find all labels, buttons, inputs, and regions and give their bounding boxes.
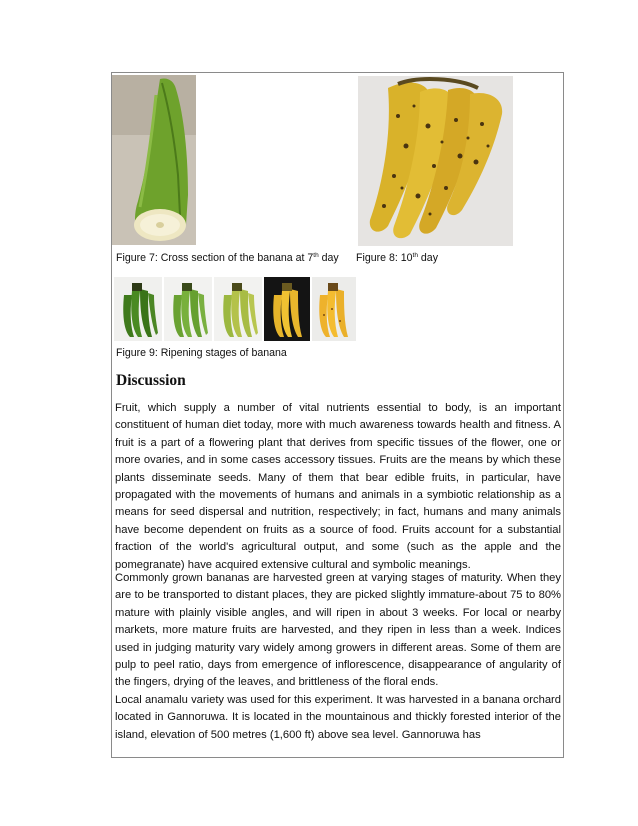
- ripening-stage-4: [264, 277, 310, 341]
- figure-8-caption: [356, 249, 438, 265]
- ripening-stage-2: [164, 277, 212, 341]
- figure-9-image: [112, 275, 358, 343]
- paragraph-3: Local anamalu variety was used for this experiment. It was harvested in a banana orchard located in Gannoruwa. It is located in the mountainous and thickly forested interior of the island, elevation of 500 metres (1,600 ft) above sea level. Gannoruwa has: [115, 694, 561, 741]
- figure-7-image: [112, 75, 196, 245]
- section-heading-discussion: Discussion: [116, 372, 186, 389]
- figure-7-caption-sup: th: [313, 252, 319, 259]
- paragraph-1: Fruit, which supply a number of vital nutrients essential to body, is an important constituent of human diet today, more with much awareness towards health and fitness. A fruit is a part of a flowering plant that derives from specific tissues of the flower, one or more ovaries, and in some cases accessory tissues. Fruits are the means by which these plants disseminate seeds. Many of them that bear edible fruits, in particular, have propagated with the movements of humans and animals in a symbiotic relationship as a means for seed dispersal and nutrition, respectively; in fact, humans and many animals have become dependent on fruits as a source of food. Fruits account for a substantial fraction of the world's agricultural output, and some (such as the apple and the pomegranate) have acquired extensive cultural and symbolic meanings.: [115, 402, 561, 571]
- figure-8-caption-end: day: [417, 252, 438, 264]
- ripening-stage-1: [114, 277, 162, 341]
- figure-7-caption-text: Figure 7: Cross section of the banana at 7: [116, 252, 314, 264]
- figure-8-caption-sup: th: [412, 252, 418, 259]
- ripening-stage-5: [312, 277, 356, 341]
- figure-8-caption-text: Figure 8: 10: [356, 252, 413, 264]
- paragraph-2: Commonly grown bananas are harvested green at varying stages of maturity. When they are to be transported to distant places, they are picked slightly immature-about 75 to 80% mature with plainly visible angles, and will ripen in about 3 weeks. For local or nearby markets, more mature fruits are harvested, and they ripen in less than a week. Indices used in judging maturity vary widely among growers in different areas. Some of them are pulp to peel ratio, days from emergence of inflorescence, disappearance of angularity of the fingers, drying of the leaves, and brittleness of the floral ends.: [115, 572, 561, 689]
- figure-8-image: [358, 76, 513, 246]
- ripening-stage-3: [214, 277, 262, 341]
- figure-7-caption-end: day: [318, 252, 339, 264]
- figure-7-caption: [116, 249, 339, 265]
- figure-9-caption: Figure 9: Ripening stages of banana: [116, 347, 287, 359]
